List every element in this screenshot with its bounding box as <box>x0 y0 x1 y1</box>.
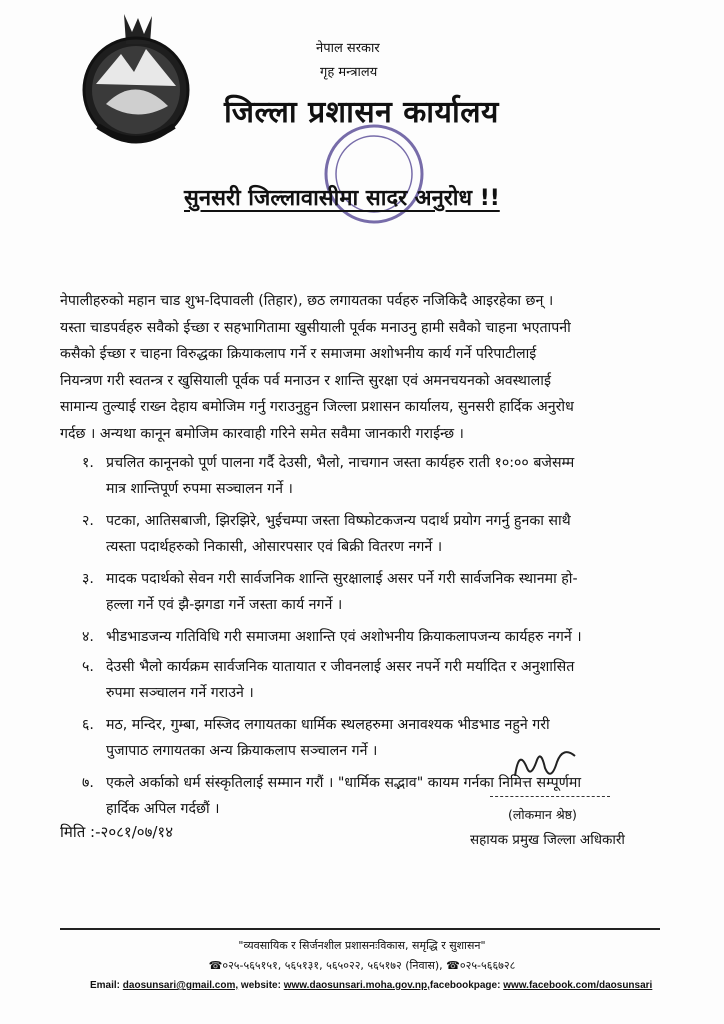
nepal-emblem-icon <box>76 14 194 154</box>
list-item <box>82 624 682 650</box>
signature-line <box>490 796 610 797</box>
item-text: प्रचलित कानूनको पूर्ण पालना गर्दै देउसी, भैलो, नाचगान जस्ता कार्यहरु राती १०:०० बजेसम्म <box>106 455 575 471</box>
office-title: जिल्ला प्रशासन कार्यालय <box>224 95 499 130</box>
list-item <box>82 508 682 560</box>
item-text: पटका, आतिसबाजी, झिरझिरे, भुईचम्पा जस्ता विष्फोटकजन्य पदार्थ प्रयोग नगर्नु हुनका साथै <box>106 513 571 529</box>
item-number: ३. <box>82 571 94 587</box>
item-number: ७. <box>82 775 94 791</box>
body-line: कसैको ईच्छा र चाहना विरुद्धका क्रियाकलाप गर्ने र समाजमा अशोभनीय कार्य गर्ने परिपाटीलाई <box>60 346 537 362</box>
body-line: यस्ता चाडपर्वहरु सवैको ईच्छा र सहभागितामा खुसीयाली पूर्वक मनाउनु हामी सवैको चाहना भएतापनी <box>60 319 571 336</box>
item-text: भीडभाडजन्य गतिविधि गरी समाजमा अशान्ति एवं अशोभनीय क्रियाकलापजन्य कार्यहरु नगर्ने । <box>106 629 582 645</box>
list-item <box>82 654 682 706</box>
signatory-name: (लोकमान श्रेष्ठ) <box>508 807 577 822</box>
item-text: त्यस्ता पदार्थहरुको निकासी, ओसारपसार एवं बिक्री वितरण नगर्ने । <box>106 539 443 555</box>
footer-divider <box>60 928 660 930</box>
item-text: रुपमा सञ्चालन गर्ने गराउने । <box>106 685 254 701</box>
item-text: पुजापाठ लगायतका अन्य क्रियाकलाप सञ्चालन गर्ने । <box>106 743 378 759</box>
email-label: Email: <box>90 980 121 991</box>
facebook-label: facebookpage: <box>429 980 501 991</box>
footer-slogan: "व्यवसायिक र सिर्जनशील प्रशासनःविकास, समृद्धि र सुशासन" <box>238 939 486 952</box>
list-item <box>82 566 682 618</box>
item-number: ४. <box>82 629 94 645</box>
item-text: देउसी भैलो कार्यक्रम सार्वजनिक यातायात र जीवनलाई असर नपर्ने गरी मर्यादित र अनुशासित <box>106 659 575 675</box>
body-paragraph <box>60 288 660 447</box>
item-number: १. <box>82 455 94 471</box>
directive-list <box>82 450 682 822</box>
ministry-label: गृह मन्त्रालय <box>320 65 378 80</box>
item-text: मठ, मन्दिर, गुम्बा, मस्जिद लगायतका धार्मिक स्थलहरुमा अनावश्यक भीडभाड नहुने गरी <box>106 717 550 733</box>
government-label: नेपाल सरकार <box>316 41 380 56</box>
body-line: नेपालीहरुको महान चाड शुभ-दिपावली (तिहार), छठ लगायतका पर्वहरु नजिकिदै आइरहेका छन् । <box>60 293 554 309</box>
item-text: हार्दिक अपिल गर्दछौं । <box>106 801 220 817</box>
email-link[interactable]: daosunsari@gmail.com, <box>122 980 239 991</box>
website-link[interactable]: www.daosunsari.moha.gov.np, <box>283 980 430 991</box>
office-stamp-icon <box>318 118 430 230</box>
footer-contacts <box>90 980 652 991</box>
item-text: हल्ला गर्ने एवं झै-झगडा गर्ने जस्ता कार्य नगर्ने । <box>106 597 343 613</box>
item-text: एकले अर्काको धर्म संस्कृतिलाई सम्मान गरौं । "धार्मिक सद्भाव" कायम गर्नका निमित्त सम्पूर्णमा <box>106 775 582 791</box>
body-line: सामान्य तुल्याई राख्न देहाय बमोजिम गर्नु गराउनुहुन जिल्ला प्रशासन कार्यालय, सुनसरी हार्दिक अनुरोध <box>60 399 574 415</box>
body-line: नियन्त्रण गरी स्वतन्त्र र खुसियाली पूर्वक पर्व मनाउन र शान्ति सुरक्षा एवं अमनचयनको अवस्थालाई <box>60 372 551 389</box>
footer-phone: ☎०२५-५६५१५१, ५६५१३१, ५६५०२२, ५६५१७२ (निवास), ☎०२५-५६६७२८ <box>208 959 516 972</box>
facebook-link[interactable]: www.facebook.com/daosunsari <box>503 980 653 991</box>
item-text: मादक पदार्थको सेवन गरी सार्वजनिक शान्ति सुरक्षालाई असर पर्ने गरी सार्वजनिक स्थानमा हो- <box>106 571 578 587</box>
letter-date: मिति :-२०८१/०७/१४ <box>60 823 174 841</box>
website-label: website: <box>240 980 281 991</box>
item-number: ५. <box>82 659 94 675</box>
item-number: २. <box>82 513 94 529</box>
list-item <box>82 450 682 502</box>
signature-icon <box>505 738 585 788</box>
body-line: गर्दछ । अन्यथा कानून बमोजिम कारवाही गरिने समेत सवैमा जानकारी गराईन्छ । <box>60 425 464 442</box>
signatory-title: सहायक प्रमुख जिल्ला अधिकारी <box>470 832 625 848</box>
item-number: ६. <box>82 717 94 733</box>
document-subtitle: सुनसरी जिल्लावासीमा सादर अनुरोध !! <box>184 186 500 211</box>
list-item <box>82 712 682 764</box>
item-text: मात्र शान्तिपूर्ण रुपमा सञ्चालन गर्ने । <box>106 481 293 497</box>
